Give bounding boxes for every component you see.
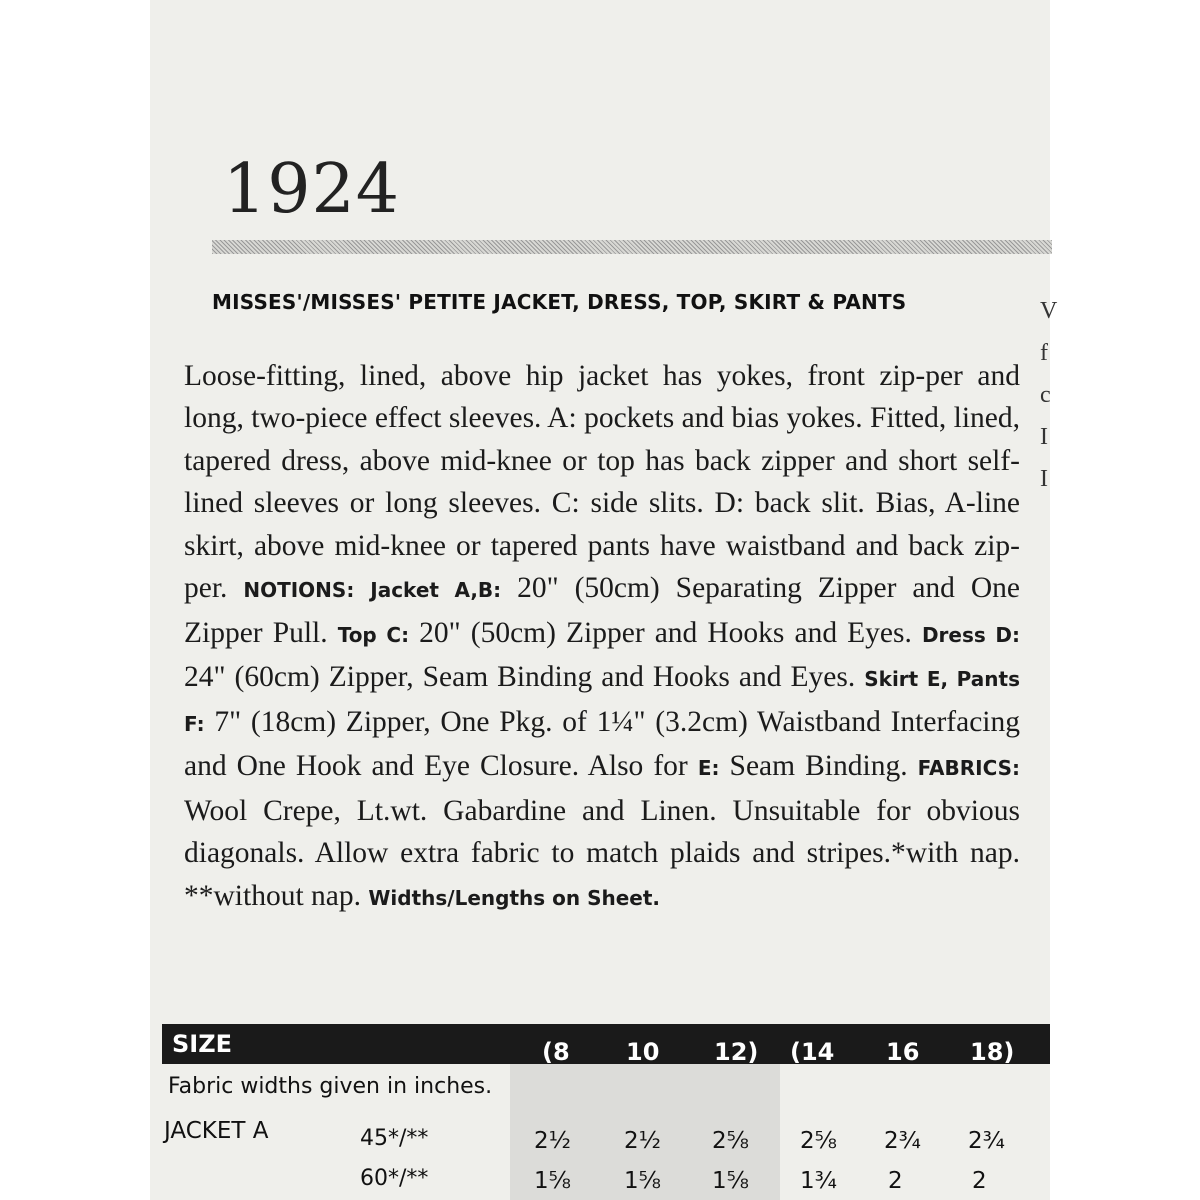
margin-glyph: c <box>1040 382 1051 408</box>
yardage-cell: 2¾ <box>968 1128 1005 1154</box>
pattern-heading: MISSES'/MISSES' PETITE JACKET, DRESS, TOP, SKIRT & PANTS <box>212 290 907 314</box>
yardage-cell: 2¾ <box>884 1128 921 1154</box>
dress-notions-label: Dress D: <box>921 622 1021 647</box>
size-18: 18) <box>970 1038 1015 1066</box>
margin-glyph: I <box>1040 466 1048 492</box>
fabric-width-45: 45*/** <box>360 1126 429 1151</box>
widths-lengths-note: Widths/Lengths on Sheet. <box>368 885 661 910</box>
skirt-notions-text: 7" (18cm) Zipper, One Pkg. of 1¼" (3.2cm) Waistband Interfacing and One Hook and Eye Closure. Also for <box>184 705 1020 782</box>
yardage-cell: 1¾ <box>800 1168 837 1194</box>
size-16: 16 <box>886 1038 920 1066</box>
fabrics-label: FABRICS: <box>917 756 1021 780</box>
margin-glyph: I <box>1040 424 1048 450</box>
skirt-notions-label: Skirt E, Pants F: <box>184 667 1021 736</box>
jacket-notions-label: Jacket A,B: <box>370 578 502 602</box>
size-label: SIZE <box>172 1030 233 1058</box>
fabric-width-60: 60*/** <box>360 1166 429 1191</box>
fabric-width-note: Fabric widths given in inches. <box>168 1074 493 1099</box>
yardage-cell: 1⅝ <box>712 1168 749 1194</box>
yardage-cell: 2⅝ <box>800 1128 837 1154</box>
jacket-notions-text: 20" (50cm) Separating Zipper and One Zipper Pull. <box>184 572 1021 649</box>
size-8: (8 <box>542 1038 570 1066</box>
notions-label: NOTIONS: <box>243 578 355 602</box>
fabrics-text: Wool Crepe, Lt.wt. Gabardine and Linen. Unsuitable for obvious diagonals. Allow extra fabric to match plaids and stripes.*with nap. **without nap. <box>184 794 1020 912</box>
pattern-envelope <box>150 0 1058 1200</box>
e-label: E: <box>697 756 720 780</box>
yardage-cell: 2½ <box>534 1128 571 1154</box>
top-notions-text: 20" (50cm) Zipper and Hooks and Eyes. <box>419 616 912 649</box>
size-14: (14 <box>790 1038 835 1066</box>
dress-notions-text: 24" (60cm) Zipper, Seam Binding and Hooks and Eyes. <box>184 661 856 693</box>
yardage-cell: 2 <box>972 1168 987 1194</box>
top-notions-label: Top C: <box>337 622 410 647</box>
adjacent-column-edge <box>1040 290 1060 500</box>
pattern-description <box>184 312 1020 919</box>
size-10: 10 <box>626 1038 660 1066</box>
size-12: 12) <box>714 1038 759 1066</box>
jacket-a-label: JACKET A <box>164 1118 269 1144</box>
yardage-cell: 1⅝ <box>624 1168 661 1194</box>
description-text: Loose-fitting, lined, above hip jacket has yokes, front zip-per and long, two-piece effect sleeves. A: pockets and bias yokes. Fitted, lined, tapered dress, above mid-knee or top has back zipper and short self-lined sleeves or long sleeves. C: side slits. D: back slit. Bias, A-line skirt, above mid-knee or tapered pants have waistband and back zip-per. <box>184 359 1020 604</box>
hatched-divider <box>212 240 1052 254</box>
yardage-cell: 2⅝ <box>712 1128 749 1154</box>
e-text: Seam Binding. <box>729 750 908 782</box>
margin-glyph: V <box>1040 298 1058 324</box>
size-header-bar <box>162 1024 1050 1064</box>
margin-glyph: f <box>1040 340 1048 366</box>
yardage-cell: 1⅝ <box>534 1168 571 1194</box>
pattern-number: 1924 <box>223 150 401 229</box>
yardage-cell: 2½ <box>624 1128 661 1154</box>
yardage-cell: 2 <box>888 1168 903 1194</box>
